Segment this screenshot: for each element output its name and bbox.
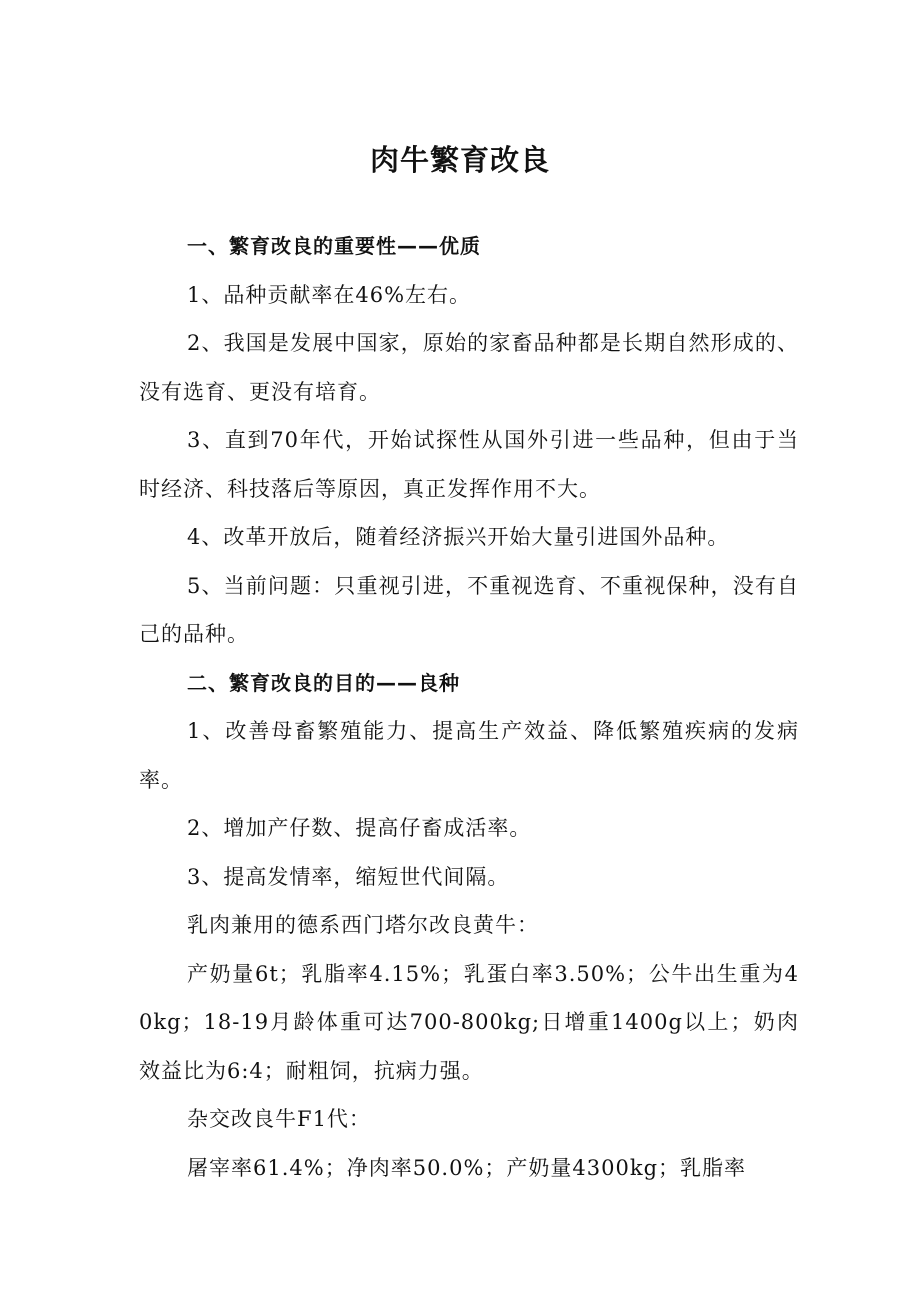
document-body <box>139 222 799 1192</box>
section-heading: 一、繁育改良的重要性——优质 <box>187 234 481 258</box>
paragraph: 3、提高发情率，缩短世代间隔。 <box>187 864 510 889</box>
paragraph: 3、直到70年代，开始试探性从国外引进一些品种，但由于当时经济、科技落后等原因，真正发挥作用不大。 <box>139 428 799 501</box>
paragraph: 5、当前问题：只重视引进，不重视选育、不重视保种，没有自己的品种。 <box>139 573 799 646</box>
paragraph: 产奶量6t；乳脂率4.15%；乳蛋白率3.50%；公牛出生重为40kg；18-19月龄体重可达700-800kg;日增重1400g以上；奶肉效益比为6:4；耐粗饲，抗病力强。 <box>139 961 799 1083</box>
document-title: 肉牛繁育改良 <box>369 143 550 177</box>
paragraph: 杂交改良牛F1代： <box>187 1107 371 1131</box>
paragraph: 1、品种贡献率在46%左右。 <box>187 282 472 307</box>
paragraph: 屠宰率61.4%；净肉率50.0%；产奶量4300kg；乳脂率 <box>187 1155 747 1180</box>
paragraph: 2、我国是发展中国家，原始的家畜品种都是长期自然形成的、没有选育、更没有培育。 <box>139 331 799 404</box>
paragraph: 4、改革开放后，随着经济振兴开始大量引进国外品种。 <box>187 525 730 549</box>
section-heading: 二、繁育改良的目的——良种 <box>187 670 460 695</box>
paragraph: 乳肉兼用的德系西门塔尔改良黄牛： <box>187 913 539 937</box>
paragraph: 1、改善母畜繁殖能力、提高生产效益、降低繁殖疾病的发病率。 <box>139 719 799 792</box>
paragraph: 2、增加产仔数、提高仔畜成活率。 <box>187 816 532 840</box>
